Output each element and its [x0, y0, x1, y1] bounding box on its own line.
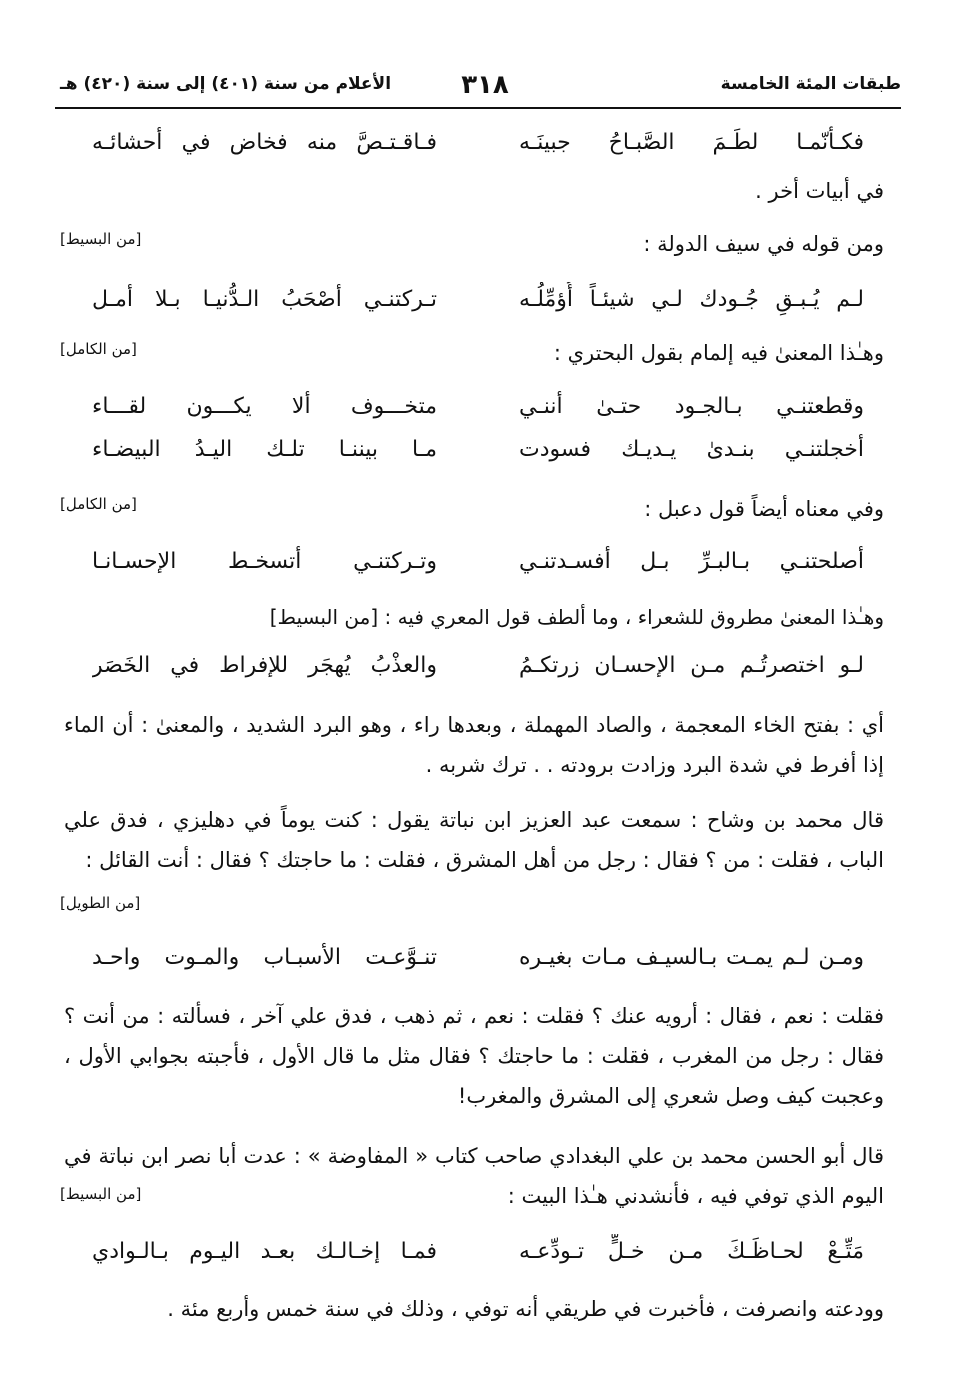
text-line: وفي معناه أيضاً قول دعبل : — [644, 497, 884, 521]
verse-first-hemistich: أصلحتنـي بـالبـرِّ بـل أفسـدتنـي — [519, 549, 864, 574]
verse-couplet — [0, 389, 956, 425]
verse-first-hemistich: فكـأنّمـا لطَـمَ الصَّبـاحُ جبينَـه — [519, 130, 864, 155]
verse-couplet — [0, 940, 956, 976]
verse-second-hemistich: فمـا إخـالـك بعـد اليـوم بـالـوادي — [92, 1239, 437, 1264]
text-line: وهـٰذا المعنىٰ فيه إلمام بقول البحتري : — [553, 341, 884, 365]
verse-couplet — [0, 648, 956, 684]
verse-first-hemistich: وقطعتنـي بـالجـود حتـىٰ أننـي — [519, 394, 864, 419]
verse-second-hemistich: تـركتنـي أصْحَبُ الـدُّنيـا بـلا أمـل — [92, 287, 437, 312]
verse-first-hemistich: ومـن لـم يمـت بـالسيـف مـات بغيـره — [519, 945, 864, 970]
text-line: وهـٰذا المعنىٰ مطروق للشعراء ، وما ألطف قول المعري فيه : [من البسيط] — [269, 605, 884, 629]
text-line: وودعته وانصرفت ، فأخبرت في طريقي أنه توفي ، وذلك في سنة خمس وأربع مئة . — [167, 1297, 884, 1321]
verse-first-hemistich: لـو اختصرتُـم مـن الإحسـان زرتكـمُ — [519, 653, 864, 678]
page-number: ٣١٨ — [461, 70, 509, 100]
running-header-section-title: طبقات المئة الخامسة — [720, 74, 901, 94]
meter-label: [من البسيط] — [60, 1185, 142, 1203]
text-line: ومن قوله في سيف الدولة : — [643, 232, 884, 256]
meter-label: [من الطويل] — [60, 894, 141, 912]
paragraph: قال محمد بن وشاح : سمعت عبد العزيز ابن نباتة يقول : كنت يوماً في دهليزي ، فدق علي الباب ، فقلت : من ؟ فقال : رجل من أهل المشرق ، فقلت : ما حاجتك ؟ فقال : أنت القائل : — [64, 808, 884, 872]
header-rule — [55, 107, 901, 109]
paragraph: فقلت : نعم ، فقال : أرويه عنك ؟ فقلت : نعم ، ثم ذهب ، فدق علي آخر ، فسألته : من أنت ؟ فقال : رجل من المغرب ، فقلت : ما حاجتك ؟ فقال مثل ما قال الأول ، فأجبته بجوابي الأول ، وعجبت كيف وصل شعري إلى المشرق والمغرب! — [64, 1004, 884, 1108]
text-line: في أبيات أخر . — [755, 179, 884, 203]
verse-second-hemistich: فـاقـتـصَّ منه فخاض في أحشائـه — [92, 130, 437, 155]
verse-first-hemistich: مَتِّـعْ لحـاظَـكَ مـن خـلٍّ تـودِّعـه — [519, 1239, 864, 1264]
verse-second-hemistich: وتـركتنـي أتسخـط الإحسـانـا — [92, 549, 437, 574]
paragraph: قال أبو الحسن محمد بن علي البغدادي صاحب كتاب « المفاوضة » : عدت أبا نصر ابن نباتة في اليوم الذي توفي فيه ، فأنشدني هـٰذا البيت : — [64, 1144, 884, 1208]
verse-second-hemistich: مـا بيننـا تلـك اليـدُ البيضـاء — [92, 437, 437, 462]
verse-couplet — [0, 282, 956, 318]
meter-label: [من الكامل] — [60, 495, 137, 513]
verse-first-hemistich: لـم يُـبـقِ جُـودك لـي شيئـاً أُؤمِّلُـه — [519, 287, 864, 312]
verse-couplet — [0, 125, 956, 161]
paragraph: أي : بفتح الخاء المعجمة ، والصاد المهملة ، وبعدها راء ، وهو البرد الشديد ، والمعنىٰ : أن الماء إذا أفرط في شدة البرد وزادت برودته . . ترك شربه . — [64, 713, 884, 777]
verse-second-hemistich: والعذْبُ يُهجَر للإفراط في الخَصَر — [92, 653, 437, 678]
verse-second-hemistich: تنـوَّعـت الأسبـاب والمـوت واحـد — [92, 945, 437, 970]
verse-couplet — [0, 1234, 956, 1270]
verse-couplet — [0, 432, 956, 468]
running-header-volume-title: الأعلام من سنة (٤٠١) إلى سنة (٤٢٠) هـ — [60, 74, 392, 94]
verse-couplet — [0, 544, 956, 580]
verse-first-hemistich: أخجلتنـي بنـدىٰ يـديـك فسودت — [519, 437, 864, 462]
meter-label: [من البسيط] — [60, 230, 142, 248]
meter-label: [من الكامل] — [60, 340, 137, 358]
verse-second-hemistich: متخـــوف ألا يكـــون لقـــاء — [92, 394, 437, 419]
